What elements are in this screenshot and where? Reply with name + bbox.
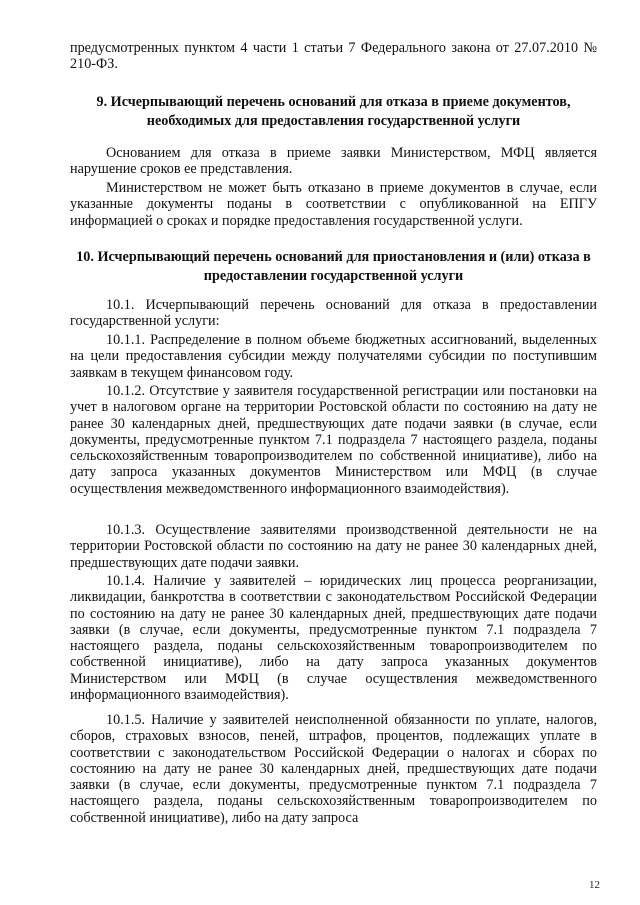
- section-9-paragraph-1: Основанием для отказа в приеме заявки Министерством, МФЦ является нарушение сроков ее представления.: [70, 145, 597, 178]
- page-number: 12: [589, 879, 600, 891]
- paragraph-10-1-2: 10.1.2. Отсутствие у заявителя государственной регистрации или постановки на учет в налоговом органе на территории Ростовской области по состоянию на дату не ранее 30 календарных дней, предшествующих дате подачи заявки (в случае, если документы, предусмотренные пунктом 7.1 подраздела 7 настоящего раздела, поданы сельскохозяйственным товаропроизводителем по собственной инициативе), либо на дату запроса указанных документов Министерством или МФЦ (в случае осуществления межведомственного информационного взаимодействия).: [70, 383, 597, 497]
- paragraph-10-1-1: 10.1.1. Распределение в полном объеме бюджетных ассигнований, выделенных на цели предоставления субсидии между получателями субсидии по поступившим заявкам в текущем финансовом году.: [70, 332, 597, 381]
- paragraph-10-1-3: 10.1.3. Осуществление заявителями производственной деятельности не на территории Ростовской области по состоянию на дату не ранее 30 календарных дней, предшествующих дате подачи заявки.: [70, 522, 597, 571]
- section-10-heading: 10. Исчерпывающий перечень оснований для приостановления и (или) отказа в предоставлении государственной услуги: [76, 249, 591, 284]
- section-9-paragraph-2: Министерством не может быть отказано в приеме документов в случае, если указанные документы поданы в соответствии с опубликованной на ЕПГУ информацией о сроках и порядке предоставления государственной услуги.: [70, 180, 597, 229]
- section-9-heading: 9. Исчерпывающий перечень оснований для отказа в приеме документов, необходимых для предоставления государственной услуги: [96, 94, 571, 129]
- paragraph-10-1: 10.1. Исчерпывающий перечень оснований для отказа в предоставлении государственной услуги:: [70, 297, 597, 330]
- paragraph-10-1-5: 10.1.5. Наличие у заявителей неисполненной обязанности по уплате, налогов, сборов, страховых взносов, пеней, штрафов, процентов, подлежащих уплате в соответствии с законодательством Российской Федерации о налогах и сборах по состоянию на дату не ранее 30 календарных дней, предшествующих дате подачи заявки (в случае, если документы, предусмотренные пунктом 7.1 подраздела 7 настоящего раздела, поданы сельскохозяйственным товаропроизводителем по собственной инициативе), либо на дату запроса: [70, 712, 597, 826]
- intro-paragraph: предусмотренных пунктом 4 части 1 статьи 7 Федерального закона от 27.07.2010 № 210-ФЗ.: [70, 40, 597, 73]
- paragraph-10-1-4: 10.1.4. Наличие у заявителей – юридических лиц процесса реорганизации, ликвидации, банкротства в соответствии с законодательством Российской Федерации по состоянию на дату не ранее 30 календарных дней, предшествующих дате подачи заявки (в случае, если документы, предусмотренные пунктом 7.1 подраздела 7 настоящего раздела, поданы сельскохозяйственным товаропроизводителем по собственной инициативе), либо на дату запроса указанных документов Министерством или МФЦ (в случае осуществления межведомственного информационного взаимодействия).: [70, 573, 597, 704]
